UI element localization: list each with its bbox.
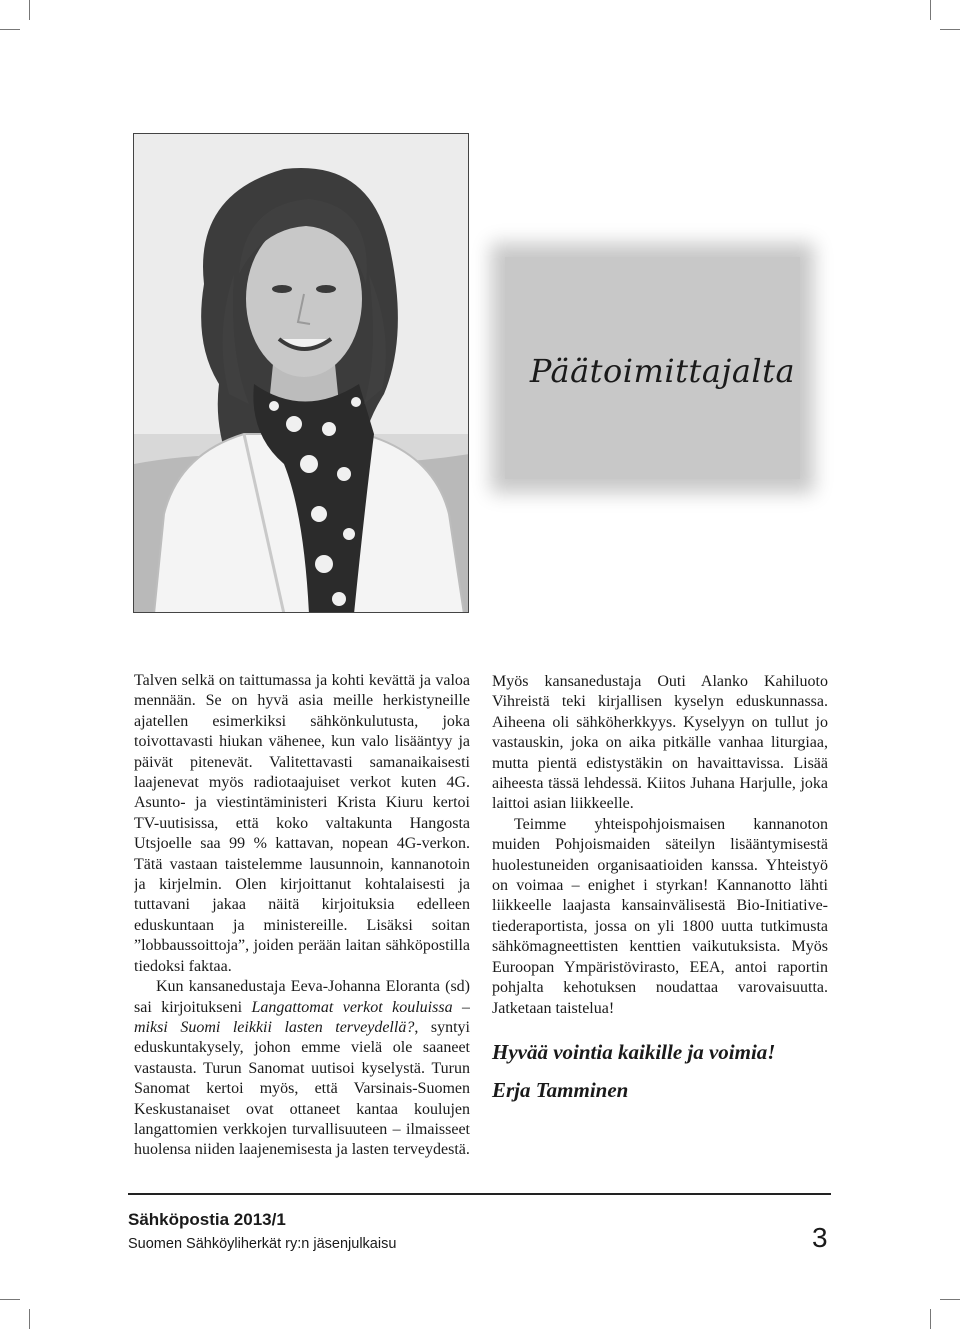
publication-subtitle: Suomen Sähköyliherkät ry:n jäsenjulkaisu <box>128 1236 397 1252</box>
crop-mark-tr-v <box>930 0 931 20</box>
article-paragraph: Talven selkä on taittumassa ja kohti kevättä ja valoa mennään. Se on hyvä asia meille herkistyneille ajatellen esimerkiksi sähkönkulutusta, joka toivottavasti hiukan vähenee, kun valo lisääntyy ja päivät pitenevät. Valitettavasti samanaikaisesti laajenevat myös radiotaajuiset verkot kuten 4G. Asunto- ja viestintäministeri Krista Kiuru kertoi TV-uutisissa, että koko valtakunta Hangosta Utsjoelle saa 99 % kattavan, nopean 4G-verkon. Tätä vastaan taistelemme lausunnoin, kannanotoin ja kirjelmin. Olen kirjoittanut kohtalaisesti ja tuttavani jakaa näitä kirjoituksia edelleen eduskuntaan ja ministereille. Lisäksi soitan ”lobbaussoittoja”, joiden perään laitan sähköpostilla tiedoksi faktaa. <box>134 672 470 975</box>
crop-mark-tr-h <box>940 29 960 30</box>
article-paragraph: Myös kansanedustaja Outi Alanko Kahiluoto Vihreistä teki kirjallisen kyselyn eduskunnassa. Aiheena oli sähköherkkyys. Kyselyyn on tullut jo vastauskin, joka on aika pitkälle vanhaa liturgiaa, mutta pientä edistystäkin on havaittavissa. Lisää aiheesta tässä lehdessä. Kiitos Juhana Harjulle, joka laittoi asian liikkeelle. <box>492 673 828 813</box>
article-title-ref: Langattomat verkot kouluissa – miksi Suomi leikkii lasten terveydellä? <box>134 998 470 1036</box>
article-text: Kun kansanedustaja Eeva-Johanna Eloranta (sd) sai kirjoitukseni <box>134 978 470 1016</box>
article-paragraph: Teimme yhteispohjoismaisen kannanoton muiden Pohjoismaiden säteilyn lisääntymisestä huolestuneiden organisaatioiden kanssa. Yhteistyö on voimaa – enighet i styrkan! Kannanotto lähti liikkeelle laajasta kansainvälisestä Bio-Initiative-tiederaportista, jossa on yli 1800 uutta tutkimusta sähkömagneettisten kenttien vaikutuksista. Myös Euroopan Ympäristövirasto, EEA, antoi raportin pohjalta kehotuksen noudattaa varovaisuutta. Jatketaan taistelua! <box>492 815 828 1017</box>
crop-mark-bl-v <box>29 1309 30 1329</box>
article-paragraph <box>134 977 470 1160</box>
crop-mark-bl-h <box>0 1299 20 1300</box>
portrait-photo <box>133 133 469 613</box>
article-column-left <box>134 671 470 1160</box>
article-paragraph <box>492 671 828 672</box>
footer-rule <box>128 1193 831 1195</box>
closing-greeting: Hyvää vointia kaikille ja voimia! <box>492 1039 776 1064</box>
article-column-continuation <box>492 671 828 672</box>
crop-mark-br-v <box>930 1309 931 1329</box>
crop-mark-tl-h <box>0 29 20 30</box>
page-number: 3 <box>812 1222 828 1253</box>
article-column-right <box>492 672 828 1103</box>
article-continuation-wrap <box>492 671 828 672</box>
author-signature: Erja Tamminen <box>492 1077 629 1102</box>
section-title-box <box>505 257 800 479</box>
crop-mark-tl-v <box>29 0 30 20</box>
section-title: Päätoimittajalta <box>529 352 796 390</box>
crop-mark-br-h <box>940 1299 960 1300</box>
portrait-photo-icon <box>134 134 469 613</box>
article-text: , syntyi eduskuntakysely, johon emme vielä ole saaneet vastausta. Turun Sanomat uutisoi kyselystä. Turun Sanomat kertoi myös, että Varsinais-Suomen Keskustanaiset ovat ottaneet kantaa koulujen langattomien verkkojen turvallisuuteen – ilmaisseet huolensa niiden laajenemisesta ja lasten terveydestä. <box>134 1018 470 1159</box>
publication-title: Sähköpostia 2013/1 <box>128 1210 286 1229</box>
